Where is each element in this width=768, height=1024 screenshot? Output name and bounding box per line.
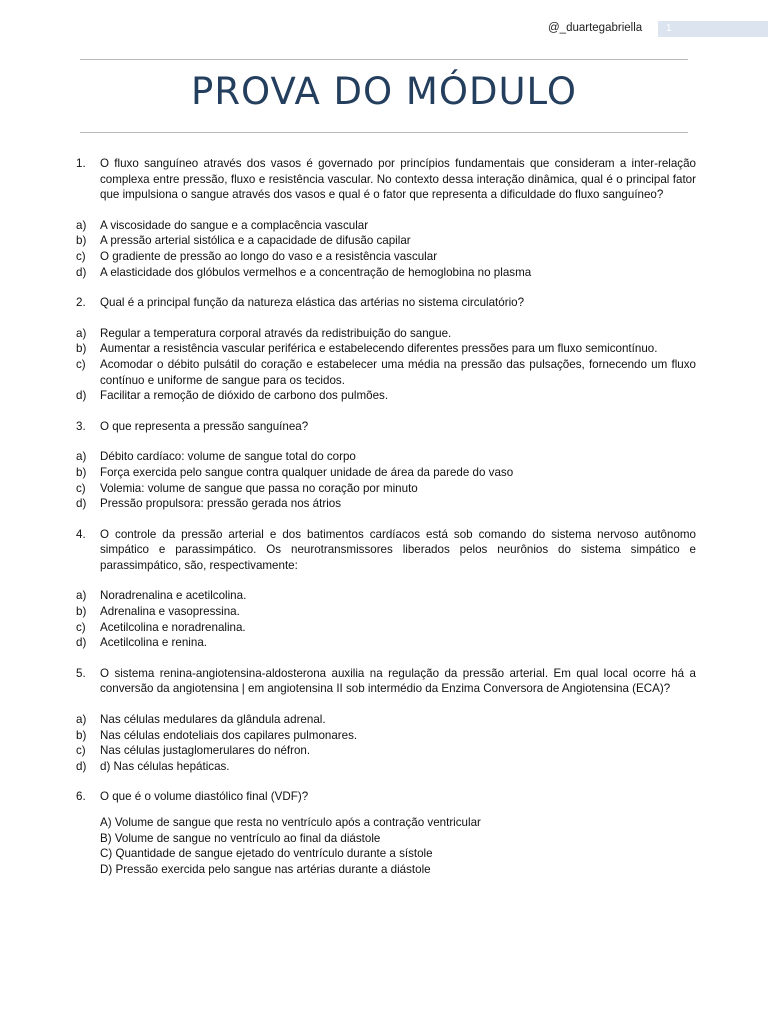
option-text: A pressão arterial sistólica e a capacidade de difusão capilar bbox=[100, 234, 411, 248]
option-b bbox=[76, 233, 696, 249]
option-text: Noradrenalina e acetilcolina. bbox=[100, 589, 247, 603]
question-1-options bbox=[76, 218, 696, 280]
option-text: D) Pressão exercida pelo sangue nas artérias durante a diástole bbox=[100, 862, 431, 876]
option-a bbox=[76, 449, 696, 465]
option-text: B) Volume de sangue no ventrículo ao final da diástole bbox=[100, 831, 381, 845]
option-b bbox=[76, 341, 696, 357]
question-3 bbox=[76, 419, 696, 435]
option-text: Pressão propulsora: pressão gerada nos átrios bbox=[100, 497, 342, 511]
question-text: O sistema renina-angiotensina-aldosterona auxilia na regulação da pressão arterial. Em qual local ocorre há a conversão da angiotensina | em angiotensina II sob intermédio da Enzima Conversora de Angiotensina (ECA)? bbox=[100, 666, 696, 696]
option-d bbox=[76, 388, 696, 404]
option-text: Força exercida pelo sangue contra qualquer unidade de área da parede do vaso bbox=[100, 465, 514, 479]
option-d bbox=[76, 635, 696, 651]
option-c bbox=[76, 357, 696, 388]
question-number: 4. bbox=[76, 527, 86, 541]
option-a bbox=[76, 218, 696, 234]
question-6-options bbox=[100, 815, 696, 877]
page-title: PROVA DO MÓDULO bbox=[191, 70, 577, 113]
option-key: b) bbox=[76, 465, 87, 479]
option-key: d) bbox=[76, 389, 87, 403]
option-b bbox=[76, 604, 696, 620]
option-c bbox=[76, 620, 696, 636]
question-text: O que representa a pressão sanguínea? bbox=[100, 419, 309, 433]
option-text: Volemia: volume de sangue que passa no coração por minuto bbox=[100, 481, 418, 495]
option-text: A elasticidade dos glóbulos vermelhos e a concentração de hemoglobina no plasma bbox=[100, 265, 532, 279]
question-number: 3. bbox=[76, 419, 86, 433]
question-4 bbox=[76, 527, 696, 574]
option-key: c) bbox=[76, 481, 86, 495]
option-b bbox=[76, 728, 696, 744]
option-c bbox=[100, 846, 696, 862]
option-text: Acetilcolina e renina. bbox=[100, 636, 207, 650]
option-text: O gradiente de pressão ao longo do vaso e a resistência vascular bbox=[100, 249, 438, 263]
option-d bbox=[76, 496, 696, 512]
option-c bbox=[76, 481, 696, 497]
question-number: 1. bbox=[76, 157, 86, 170]
option-key: b) bbox=[76, 342, 87, 356]
option-text: Nas células medulares da glândula adrenal. bbox=[100, 713, 326, 727]
option-key: c) bbox=[76, 744, 86, 758]
option-b bbox=[76, 465, 696, 481]
question-4-options bbox=[76, 588, 696, 650]
question-number: 2. bbox=[76, 296, 86, 310]
question-6 bbox=[76, 789, 696, 805]
question-number: 6. bbox=[76, 790, 86, 804]
option-key: a) bbox=[76, 713, 87, 727]
title-top-rule bbox=[80, 59, 688, 60]
option-key: d) bbox=[76, 759, 87, 773]
option-key: a) bbox=[76, 218, 87, 232]
question-text: Qual é a principal função da natureza elástica das artérias no sistema circulatório? bbox=[100, 296, 525, 310]
option-text: Facilitar a remoção de dióxido de carbono dos pulmões. bbox=[100, 389, 389, 403]
option-key: a) bbox=[76, 326, 87, 340]
question-1 bbox=[76, 156, 696, 203]
title-bottom-rule bbox=[80, 132, 688, 133]
question-list bbox=[76, 156, 696, 892]
option-text: A viscosidade do sangue e a complacência vascular bbox=[100, 218, 369, 232]
option-text: Adrenalina e vasopressina. bbox=[100, 605, 240, 619]
option-key: c) bbox=[76, 357, 86, 371]
option-text: Nas células endoteliais dos capilares pulmonares. bbox=[100, 728, 358, 742]
option-c bbox=[76, 743, 696, 759]
option-text: Acomodar o débito pulsátil do coração e estabelecer uma média na pressão das pulsações, fornecendo um fluxo contínuo e uniforme de sangue para os tecidos. bbox=[100, 357, 696, 387]
option-a bbox=[76, 588, 696, 604]
option-text: Regular a temperatura corporal através da redistribuição do sangue. bbox=[100, 326, 452, 340]
option-text: A) Volume de sangue que resta no ventrículo após a contração ventricular bbox=[100, 816, 481, 829]
option-key: a) bbox=[76, 589, 87, 603]
question-5 bbox=[76, 666, 696, 697]
question-text: O que é o volume diastólico final (VDF)? bbox=[100, 790, 309, 804]
option-key: d) bbox=[76, 265, 87, 279]
question-number: 5. bbox=[76, 666, 86, 680]
option-text: Aumentar a resistência vascular periférica e estabelecendo diferentes pressões para um fluxo semicontínuo. bbox=[100, 342, 658, 356]
page-number: 1 bbox=[658, 21, 768, 37]
question-2-options bbox=[76, 326, 696, 404]
question-3-options bbox=[76, 449, 696, 511]
option-d bbox=[100, 862, 696, 878]
option-key: c) bbox=[76, 249, 86, 263]
option-key: d) bbox=[76, 636, 87, 650]
option-key: a) bbox=[76, 450, 87, 464]
option-b bbox=[100, 831, 696, 847]
option-text: Débito cardíaco: volume de sangue total do corpo bbox=[100, 450, 356, 464]
question-5-options bbox=[76, 712, 696, 774]
option-d bbox=[76, 265, 696, 281]
option-text: d) Nas células hepáticas. bbox=[100, 759, 230, 773]
option-key: b) bbox=[76, 728, 87, 742]
option-c bbox=[76, 249, 696, 265]
option-text: C) Quantidade de sangue ejetado do ventrículo durante a sístole bbox=[100, 847, 433, 861]
option-a bbox=[76, 326, 696, 342]
option-text: Nas células justaglomerulares do néfron. bbox=[100, 744, 311, 758]
option-key: c) bbox=[76, 620, 86, 634]
option-key: d) bbox=[76, 497, 87, 511]
question-text: O fluxo sanguíneo através dos vasos é governado por princípios fundamentais que consideram a inter-relação complexa entre pressão, fluxo e resistência vascular. No contexto dessa interação dinâmica, qual é o principal fator que impulsiona o sangue através dos vasos e qual é o fator que representa a dificuldade do fluxo sanguíneo? bbox=[100, 157, 696, 202]
question-text: O controle da pressão arterial e dos batimentos cardíacos está sob comando do sistema nervoso autônomo simpático e parassimpático. Os neurotransmissores liberados pelos neurônios do sistema simpático e parassimpático, são, respectivamente: bbox=[100, 527, 696, 572]
question-2 bbox=[76, 295, 696, 311]
option-text: Acetilcolina e noradrenalina. bbox=[100, 620, 246, 634]
option-key: b) bbox=[76, 234, 87, 248]
option-key: b) bbox=[76, 605, 87, 619]
author-handle: @_duartegabriella bbox=[548, 22, 643, 34]
option-d bbox=[76, 759, 696, 775]
option-a bbox=[76, 712, 696, 728]
option-a bbox=[100, 815, 696, 831]
